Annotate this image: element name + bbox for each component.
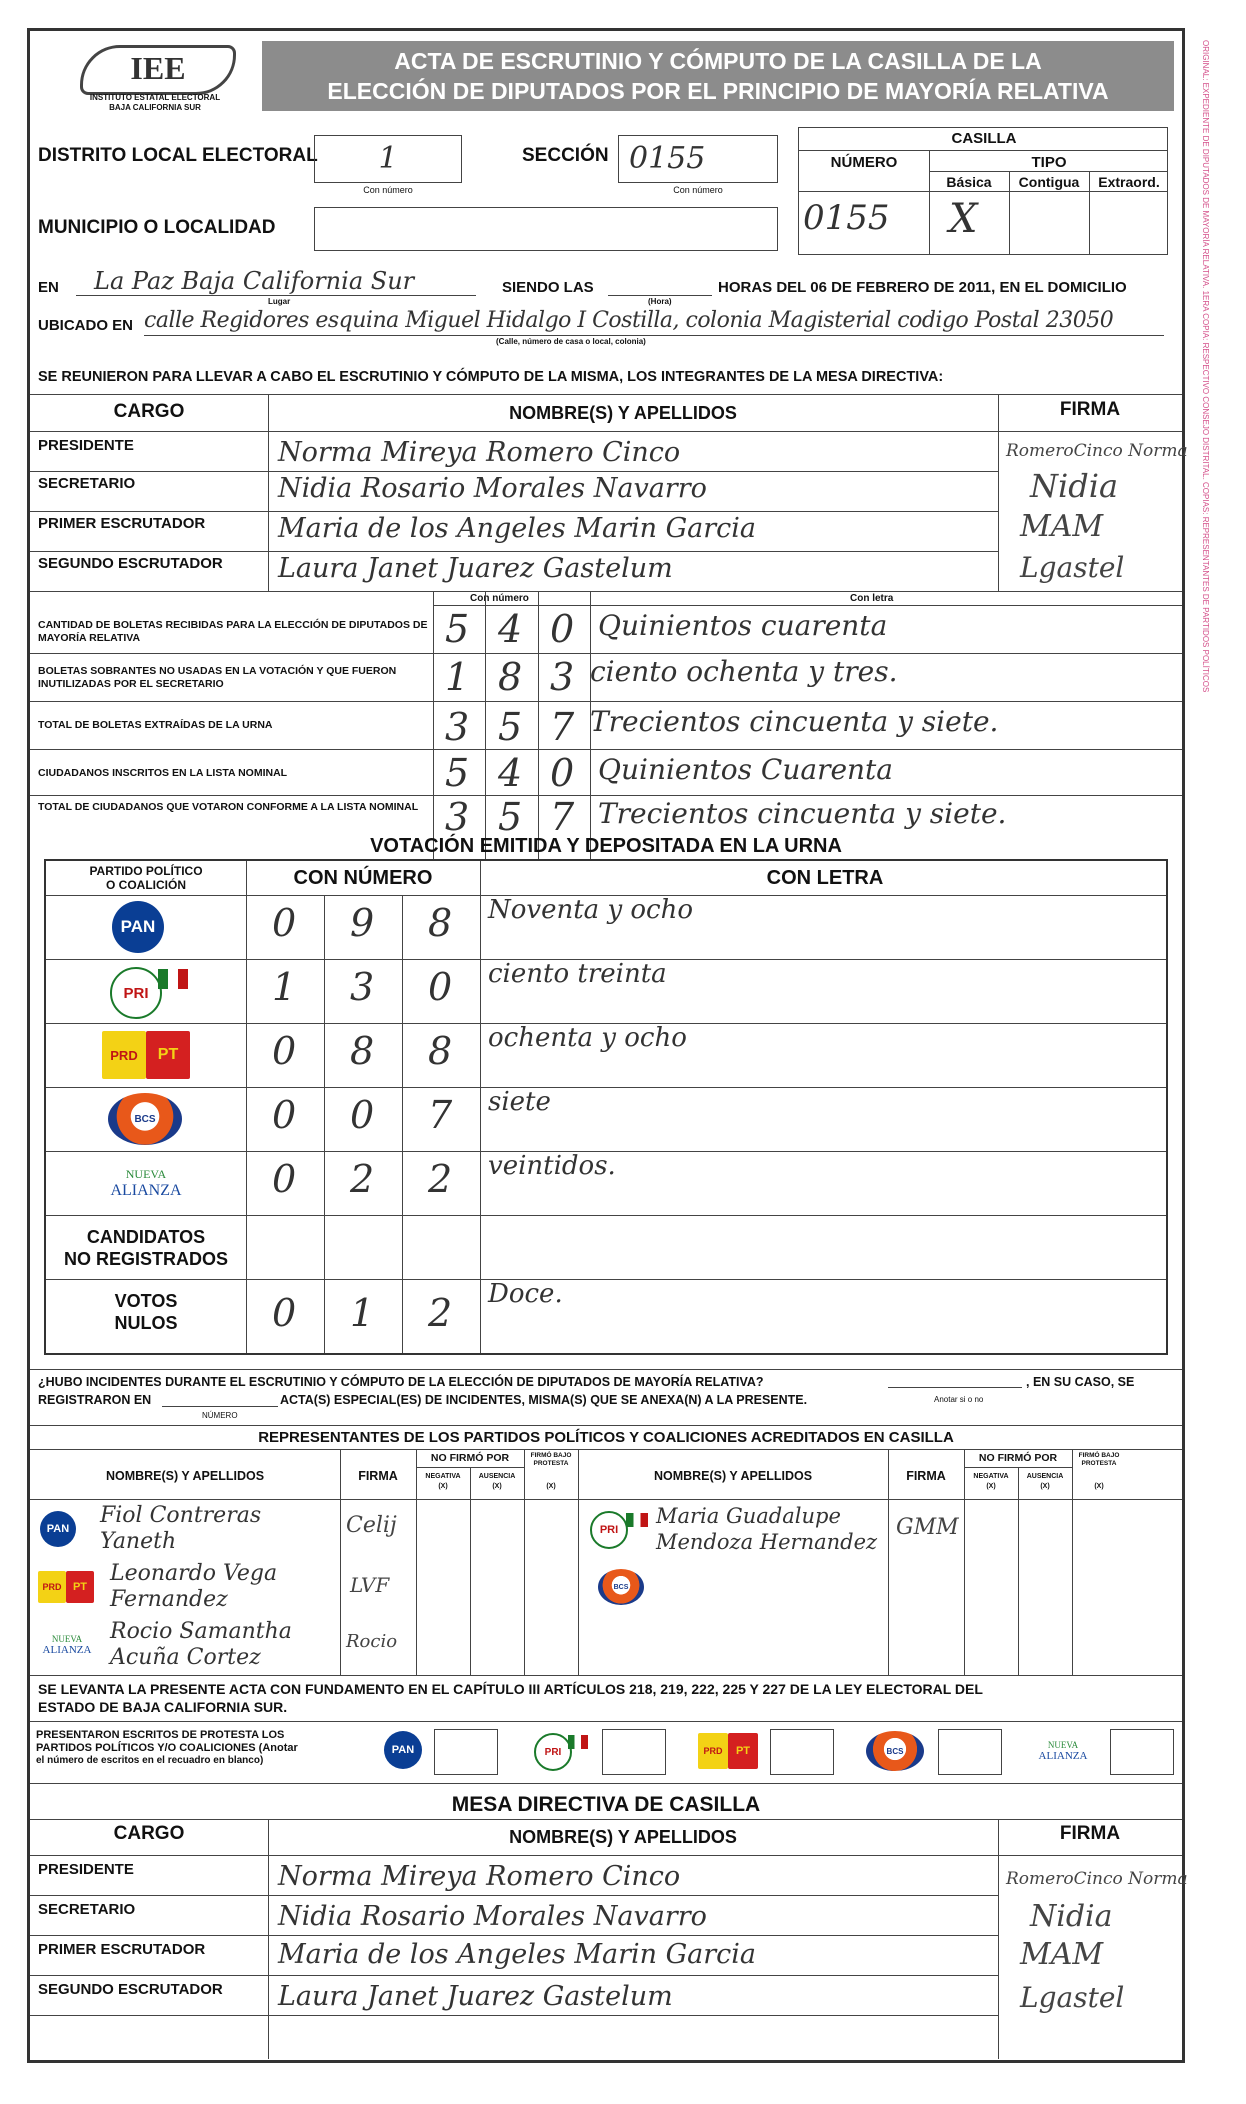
- letra-value: ciento ochenta y tres.: [590, 655, 898, 688]
- boletas-label: CANTIDAD DE BOLETAS RECIBIDAS PARA LA ELECCIÓN DE DIPUTADOS DE MAYORÍA RELATIVA: [38, 619, 428, 644]
- digit-3: 7: [550, 795, 575, 839]
- nombre-value: Laura Janet Juarez Gastelum: [278, 1981, 673, 2012]
- fundamento-line-1: SE LEVANTA LA PRESENTE ACTA CON FUNDAMENTO EN EL CAPÍTULO III ARTÍCULOS 218, 219, 222, 225 Y 227 DE LA LEY ELECTORAL DEL: [38, 1681, 983, 1697]
- boletas-con-letra: Con letra: [850, 593, 894, 604]
- rep-nombre-header-right: NOMBRE(S) Y APELLIDOS: [653, 1469, 813, 1483]
- digit-2: 3: [350, 965, 375, 1009]
- mesa-row: [30, 1895, 1182, 1935]
- nombre-value: Norma Mireya Romero Cinco: [278, 1861, 681, 1892]
- boletas-label: BOLETAS SOBRANTES NO USADAS EN LA VOTACIÓN Y QUE FUERON INUTILIZADAS POR EL SECRETARIO: [38, 665, 397, 690]
- nombre-value: Nidia Rosario Morales Navarro: [278, 1901, 707, 1932]
- pt-logo-text: PT: [157, 1046, 179, 1063]
- firma-signature: RomeroCinco Norma: [1006, 1869, 1188, 1889]
- iee-logo: [70, 45, 240, 117]
- digit-1: 0: [272, 1029, 297, 1073]
- incidentes-line-1: ¿HUBO INCIDENTES DURANTE EL ESCRUTINIO Y CÓMPUTO DE LA ELECCIÓN DE DIPUTADOS DE MAYORÍA RELATIVA?: [38, 1375, 764, 1389]
- boletas-row: [30, 605, 1182, 653]
- seccion-box: [618, 135, 778, 183]
- digit-2: 5: [498, 795, 523, 839]
- boletas-con-numero: Con número: [470, 593, 529, 604]
- mesa-row: [30, 1935, 1182, 1975]
- vote-row-no-registrados: [46, 1215, 1166, 1279]
- incidentes-numero-field: [162, 1406, 278, 1407]
- rep-row-left-prd-pt: [30, 1559, 578, 1617]
- rep-firma-signature: GMM: [896, 1515, 959, 1540]
- rep-name: Maria Guadalupe Mendoza Hernandez: [656, 1504, 878, 1554]
- protesta-line-2: PARTIDOS POLÍTICOS Y/O COALICIONES (Anotar: [36, 1742, 298, 1754]
- vote-row-nulos: [46, 1279, 1166, 1353]
- rep-negativa-header-right: NEGATIVA: [973, 1473, 1009, 1480]
- pan-logo-icon: [40, 1511, 76, 1547]
- rep-row-left-pan: [30, 1501, 578, 1559]
- no-registrados-label-2: NO REGISTRADOS: [63, 1249, 228, 1269]
- letra-value: Quinientos cuarenta: [598, 609, 888, 642]
- incidentes-line-2b: ACTA(S) ESPECIAL(ES) DE INCIDENTES, MISMA(S) QUE SE ANEXA(N) A LA PRESENTE.: [280, 1393, 808, 1407]
- no-registrados-label-1: CANDIDATOS: [86, 1227, 206, 1247]
- municipio-label: MUNICIPIO O LOCALIDAD: [38, 217, 276, 238]
- cargo-label: SEGUNDO ESCRUTADOR: [38, 555, 223, 572]
- rep-name: Rocio Samantha Acuña Cortez: [110, 1619, 292, 1670]
- digit-1: 1: [272, 965, 297, 1009]
- hora-hint: (Hora): [648, 297, 672, 306]
- en-label: EN: [38, 279, 59, 296]
- iee-logo-mark: [80, 45, 236, 95]
- horas-text: HORAS DEL 06 DE FEBRERO DE 2011, EN EL DOMICILIO: [718, 279, 1127, 296]
- rep-firma-signature: Rocio: [346, 1631, 398, 1652]
- basica-label: Básica: [946, 174, 992, 190]
- mesa-row: [30, 467, 1182, 511]
- digit-3: 0: [550, 607, 575, 651]
- partido-header-1: PARTIDO POLÍTICO: [89, 864, 203, 878]
- municipio-box: [314, 207, 778, 251]
- protesta-bcs-logo-icon: [866, 1731, 924, 1771]
- nva-text-2: ALIANZA: [42, 1644, 92, 1656]
- protesta-nueva-alianza-logo-icon: [1028, 1731, 1098, 1771]
- contigua-label: Contigua: [1018, 174, 1080, 190]
- digit-3: 2: [428, 1157, 453, 1201]
- firma-signature: Lgastel: [1020, 551, 1125, 584]
- protesta-pan-logo-icon: [384, 1731, 422, 1769]
- institute-name: INSTITUTO ESTATAL ELECTORAL: [89, 93, 221, 102]
- mesa-firma-header: FIRMA: [1059, 399, 1121, 420]
- rep-ausencia-x-left: (X): [492, 1483, 502, 1490]
- casilla-box: [798, 127, 1168, 255]
- digit-1: 0: [272, 1291, 297, 1335]
- nva-text-1: NUEVA: [125, 1166, 167, 1181]
- firma-signature: Nidia: [1030, 467, 1119, 505]
- pri-logo-icon: [590, 1511, 628, 1549]
- digit-2: 4: [498, 751, 523, 795]
- institute-state: BAJA CALIFORNIA SUR: [109, 103, 201, 112]
- seccion-value: 0155: [629, 141, 706, 176]
- acta-title: [262, 41, 1174, 111]
- basica-mark: X: [949, 196, 978, 242]
- prd-logo-icon: [102, 1031, 146, 1079]
- calle-hint: (Calle, número de casa o local, colonia): [496, 337, 646, 346]
- iee-acronym: IEE: [130, 50, 186, 86]
- protesta-nueva-alianza-count[interactable]: [1110, 1729, 1174, 1775]
- rep-protesta-header-left: FIRMÓ BAJO PROTESTA: [530, 1452, 572, 1467]
- digit-3: 0: [550, 751, 575, 795]
- prd-logo-text: PRD: [110, 1047, 138, 1063]
- rep-ausencia-x-right: (X): [1040, 1483, 1050, 1490]
- nva-text-2: ALIANZA: [110, 1181, 182, 1199]
- boletas-label: TOTAL DE CIUDADANOS QUE VOTARON CONFORME A LA LISTA NOMINAL: [38, 801, 419, 813]
- protesta-prd-pt-count[interactable]: [770, 1729, 834, 1775]
- mesa-row: [30, 1975, 1182, 2015]
- firma-signature: RomeroCinco Norma: [1006, 441, 1188, 461]
- digit-1: 0: [272, 901, 297, 945]
- incidentes-line-2a: REGISTRARON EN: [38, 1393, 152, 1407]
- pt-logo-icon: [146, 1031, 190, 1079]
- cargo-label: SECRETARIO: [38, 1901, 136, 1918]
- digit-3: 7: [428, 1093, 453, 1137]
- digit-1: 0: [272, 1157, 297, 1201]
- letra-value: siete: [488, 1087, 551, 1117]
- protesta-pri-count[interactable]: [602, 1729, 666, 1775]
- representantes-title: REPRESENTANTES DE LOS PARTIDOS POLÍTICOS Y COALICIONES ACREDITADOS EN CASILLA: [258, 1429, 954, 1446]
- nueva-alianza-logo-icon: [34, 1627, 100, 1663]
- boletas-row: [30, 749, 1182, 795]
- rep-firma-header-left: FIRMA: [358, 1469, 398, 1483]
- pan-logo-text: PAN: [46, 1523, 70, 1535]
- digit-3: 7: [550, 705, 575, 749]
- mesa-bottom-nombre-header: NOMBRE(S) Y APELLIDOS: [509, 1827, 737, 1847]
- digit-3: 3: [550, 655, 575, 699]
- nombre-value: Laura Janet Juarez Gastelum: [278, 553, 673, 584]
- prd-logo-text: PRD: [703, 1746, 723, 1756]
- casilla-label: CASILLA: [951, 130, 1017, 147]
- rep-row-right-bcs: [578, 1559, 1182, 1617]
- digit-2: 1: [350, 1291, 375, 1335]
- pri-logo-text: PRI: [599, 1524, 619, 1536]
- ubicado-label: UBICADO EN: [38, 317, 134, 334]
- distrito-label: DISTRITO LOCAL ELECTORAL: [38, 145, 318, 166]
- nueva-alianza-logo-icon: [96, 1159, 196, 1207]
- pri-flag-icon: [626, 1513, 648, 1527]
- title-line-2: ELECCIÓN DE DIPUTADOS POR EL PRINCIPIO DE MAYORÍA RELATIVA: [327, 78, 1109, 104]
- vote-row-pri: [46, 959, 1166, 1023]
- protesta-pri-flag-icon: [568, 1735, 588, 1749]
- cargo-label: PRESIDENTE: [38, 1861, 134, 1878]
- vote-row-prd-pt: [46, 1023, 1166, 1087]
- anotar-hint: Anotar si o no: [934, 1395, 984, 1404]
- mesa-row: [30, 511, 1182, 551]
- pri-flag-icon: [158, 969, 188, 989]
- rep-negativa-x-left: (X): [438, 1483, 448, 1490]
- pt-logo-text: PT: [72, 1581, 88, 1593]
- nva-text-2: ALIANZA: [1038, 1750, 1088, 1762]
- letra-value: ciento treinta: [488, 959, 667, 989]
- rep-name: Fiol Contreras Yaneth: [100, 1503, 262, 1554]
- vote-row-bcs: [46, 1087, 1166, 1151]
- protesta-line-3: el número de escritos en el recuadro en blanco): [36, 1755, 264, 1766]
- protesta-pri-logo-icon: [534, 1733, 572, 1771]
- rep-nombre-header-left: NOMBRE(S) Y APELLIDOS: [105, 1469, 265, 1483]
- digit-3: 0: [428, 965, 453, 1009]
- rep-nofirmo-header-left: NO FIRMÓ POR: [430, 1452, 510, 1464]
- extraord-label: Extraord.: [1098, 174, 1160, 190]
- partido-header-2: O COALICIÓN: [106, 878, 186, 892]
- rep-ausencia-header-left: AUSENCIA: [478, 1473, 516, 1480]
- mesa-bottom-title: MESA DIRECTIVA DE CASILLA: [451, 1793, 761, 1816]
- en-value: La Paz Baja California Sur: [94, 267, 415, 295]
- prd-logo-text: PRD: [42, 1582, 62, 1592]
- mesa-row: [30, 1855, 1188, 1895]
- prd-logo-icon: [38, 1571, 66, 1603]
- digit-3: 8: [428, 901, 453, 945]
- rep-firma-header-right: FIRMA: [906, 1469, 946, 1483]
- tipo-label: TIPO: [1031, 154, 1067, 171]
- incidentes-line-1b: , EN SU CASO, SE: [1026, 1375, 1135, 1389]
- bcs-coalition-logo-icon: [598, 1569, 644, 1605]
- con-numero-header: CON NÚMERO: [293, 867, 433, 889]
- firma-signature: MAM: [1020, 509, 1104, 544]
- pri-logo-icon: [110, 967, 162, 1019]
- rep-negativa-header-left: NEGATIVA: [425, 1473, 461, 1480]
- mesa-nombre-header: NOMBRE(S) Y APELLIDOS: [509, 403, 737, 423]
- protesta-line-1: PRESENTARON ESCRITOS DE PROTESTA LOS: [36, 1729, 285, 1741]
- digit-3: 2: [428, 1291, 453, 1335]
- rep-negativa-x-right: (X): [986, 1483, 996, 1490]
- distrito-hint: Con número: [363, 185, 413, 195]
- pri-logo-text: PRI: [123, 984, 149, 1002]
- protesta-prd-logo-icon: [698, 1733, 728, 1769]
- rep-protesta-x-right: (X): [1094, 1483, 1104, 1490]
- rep-row-left-nueva-alianza: [30, 1617, 578, 1675]
- pan-logo-text: PAN: [391, 1744, 415, 1756]
- pt-logo-icon: [66, 1571, 94, 1603]
- fundamento-line-2: ESTADO DE BAJA CALIFORNIA SUR.: [38, 1699, 288, 1715]
- nombre-value: Nidia Rosario Morales Navarro: [278, 473, 707, 504]
- digit-1: 3: [445, 795, 470, 839]
- siendo-las-label: SIENDO LAS: [502, 279, 594, 296]
- digit-1: 5: [445, 607, 470, 651]
- votacion-title: VOTACIÓN EMITIDA Y DEPOSITADA EN LA URNA: [370, 835, 842, 857]
- pan-logo-icon: [112, 901, 164, 953]
- mesa-row: [30, 551, 1182, 591]
- rep-firma-signature: Celij: [346, 1513, 397, 1538]
- lugar-hint: Lugar: [268, 297, 291, 306]
- pan-logo-text: PAN: [120, 917, 156, 936]
- mesa-bottom-firma-header: FIRMA: [1059, 1823, 1121, 1844]
- protesta-bcs-count[interactable]: [938, 1729, 1002, 1775]
- vote-row-nueva-alianza: [46, 1151, 1166, 1215]
- firma-signature: Nidia: [1030, 1899, 1113, 1934]
- digit-2: 8: [350, 1029, 375, 1073]
- boletas-label: CIUDADANOS INSCRITOS EN LA LISTA NOMINAL: [38, 767, 288, 779]
- casilla-numero-value: 0155: [803, 198, 890, 238]
- letra-value: Trecientos cincuenta y siete.: [590, 705, 999, 738]
- digit-2: 5: [498, 705, 523, 749]
- nva-text-1: NUEVA: [1047, 1740, 1079, 1750]
- pri-logo-text: PRI: [544, 1746, 562, 1758]
- protesta-pt-logo-icon: [728, 1733, 758, 1769]
- con-letra-header: CON LETRA: [766, 867, 884, 889]
- nombre-value: Maria de los Angeles Marin Garcia: [278, 513, 757, 544]
- rep-row-right-pri: [578, 1501, 1182, 1559]
- rep-ausencia-header-right: AUSENCIA: [1026, 1473, 1064, 1480]
- incidentes-answer-field: [888, 1387, 1022, 1388]
- cargo-label: SECRETARIO: [38, 475, 136, 492]
- boletas-row: [30, 701, 1182, 749]
- mesa-cargo-header: CARGO: [113, 401, 185, 422]
- rep-protesta-header-right: FIRMÓ BAJO PROTESTA: [1078, 1452, 1120, 1467]
- cargo-label: PRIMER ESCRUTADOR: [38, 515, 206, 532]
- letra-value: ochenta y ocho: [488, 1023, 687, 1053]
- acta-form: [27, 28, 1188, 2063]
- digit-1: 5: [445, 751, 470, 795]
- nombre-value: Norma Mireya Romero Cinco: [278, 437, 681, 468]
- distrito-value: 1: [378, 141, 398, 176]
- digit-2: 8: [498, 655, 523, 699]
- letra-value: veintidos.: [488, 1151, 616, 1181]
- nva-text-1: NUEVA: [51, 1634, 83, 1644]
- bcs-logo-text: BCS: [613, 1583, 629, 1591]
- nombre-value: Maria de los Angeles Marin Garcia: [278, 1939, 757, 1970]
- cargo-label: PRIMER ESCRUTADOR: [38, 1941, 206, 1958]
- digit-1: 1: [445, 655, 470, 699]
- firma-signature: MAM: [1020, 1937, 1104, 1972]
- en-field: [76, 267, 476, 296]
- digit-2: 9: [350, 901, 375, 945]
- letra-value: Doce.: [488, 1279, 563, 1309]
- digit-1: 0: [272, 1093, 297, 1137]
- pt-logo-text: PT: [735, 1745, 751, 1757]
- firma-signature: Lgastel: [1020, 1981, 1125, 2014]
- title-line-1: ACTA DE ESCRUTINIO Y CÓMPUTO DE LA CASILLA DE LA: [394, 48, 1042, 74]
- boletas-label: TOTAL DE BOLETAS EXTRAÍDAS DE LA URNA: [38, 719, 273, 731]
- nulos-label-2: NULOS: [114, 1313, 178, 1333]
- bcs-logo-text: BCS: [134, 1113, 156, 1125]
- seccion-hint: Con número: [673, 185, 723, 195]
- ubicado-field: [144, 307, 1164, 336]
- ubicado-value: calle Regidores esquina Miguel Hidalgo I Costilla, colonia Magisterial codigo Postal 23050: [144, 308, 1114, 333]
- protesta-pan-count[interactable]: [434, 1729, 498, 1775]
- letra-value: Trecientos cincuenta y siete.: [598, 797, 1007, 830]
- mesa-row: [30, 431, 1188, 471]
- numero-label: NÚMERO: [830, 154, 898, 171]
- rep-nofirmo-header-right: NO FIRMÓ POR: [978, 1452, 1058, 1464]
- hora-field: [608, 271, 712, 296]
- digit-2: 4: [498, 607, 523, 651]
- digit-1: 3: [445, 705, 470, 749]
- rep-firma-signature: LVF: [350, 1573, 390, 1597]
- nulos-label-1: VOTOS: [114, 1291, 178, 1311]
- letra-value: Noventa y ocho: [488, 895, 694, 925]
- rep-protesta-x-left: (X): [546, 1483, 556, 1490]
- vote-row-pan: [46, 895, 1166, 959]
- mesa-bottom-cargo-header: CARGO: [113, 1823, 185, 1844]
- digit-2: 2: [350, 1157, 375, 1201]
- cargo-label: PRESIDENTE: [38, 437, 134, 454]
- rep-name: Leonardo Vega Fernandez: [110, 1561, 278, 1612]
- cargo-label: SEGUNDO ESCRUTADOR: [38, 1981, 223, 1998]
- bcs-coalition-logo-icon: [108, 1093, 182, 1145]
- seccion-label: SECCIÓN: [522, 145, 609, 166]
- bcs-logo-text: BCS: [886, 1746, 904, 1756]
- digit-3: 8: [428, 1029, 453, 1073]
- side-note: ORIGINAL: EXPEDIENTE DE DIPUTADOS DE MAYORÍA RELATIVA. 1ERA COPIA: RESPECTIVO CONSEJO DISTRITAL. COPIAS: REPRESENTANTES DE PARTIDOS POLÍTICOS: [1201, 40, 1210, 693]
- distrito-box: [314, 135, 462, 183]
- digit-2: 0: [350, 1093, 375, 1137]
- numero-hint: NÚMERO: [202, 1411, 238, 1420]
- boletas-row: [30, 653, 1182, 701]
- letra-value: Quinientos Cuarenta: [598, 753, 893, 786]
- votacion-table: [44, 859, 1168, 1355]
- reunieron-text: SE REUNIERON PARA LLEVAR A CABO EL ESCRUTINIO Y CÓMPUTO DE LA MISMA, LOS INTEGRANTES DE LA MESA DIRECTIVA:: [38, 369, 944, 385]
